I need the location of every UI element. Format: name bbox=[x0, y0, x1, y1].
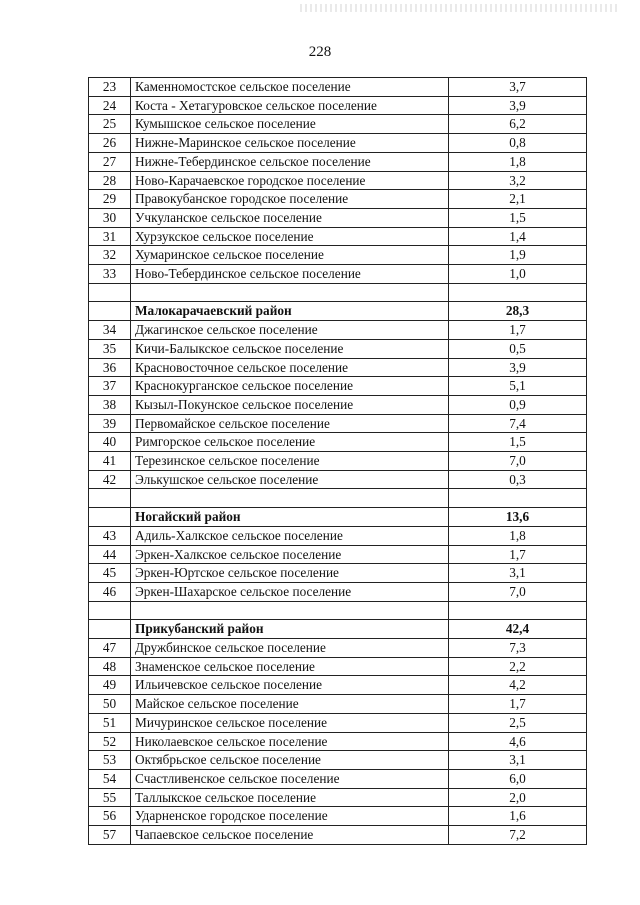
row-value: 7,2 bbox=[449, 826, 587, 845]
table-row bbox=[89, 769, 587, 788]
row-name: Нижне-Тебердинское сельское поселение bbox=[131, 152, 449, 171]
row-value: 0,9 bbox=[449, 395, 587, 414]
row-name: Римгорское сельское поселение bbox=[131, 433, 449, 452]
row-number: 27 bbox=[89, 152, 131, 171]
row-number: 44 bbox=[89, 545, 131, 564]
blank-row bbox=[89, 601, 587, 620]
row-number: 35 bbox=[89, 339, 131, 358]
row-value: 7,4 bbox=[449, 414, 587, 433]
table-row bbox=[89, 433, 587, 452]
blank-row bbox=[89, 283, 587, 302]
row-number: 50 bbox=[89, 695, 131, 714]
row-number: 47 bbox=[89, 639, 131, 658]
row-name: Каменномостское сельское поселение bbox=[131, 78, 449, 97]
page-number: 228 bbox=[308, 44, 332, 60]
settlements-table bbox=[88, 77, 587, 845]
table-row bbox=[89, 265, 587, 284]
table-row bbox=[89, 227, 587, 246]
row-value: 1,7 bbox=[449, 321, 587, 340]
row-value: 0,5 bbox=[449, 339, 587, 358]
row-name: Эркен-Юртское сельское поселение bbox=[131, 564, 449, 583]
table-row bbox=[89, 96, 587, 115]
table-row bbox=[89, 732, 587, 751]
row-number: 41 bbox=[89, 452, 131, 471]
row-value: 4,6 bbox=[449, 732, 587, 751]
table-row bbox=[89, 657, 587, 676]
table-row bbox=[89, 564, 587, 583]
row-value bbox=[449, 283, 587, 302]
scan-artifact bbox=[300, 4, 620, 12]
table-row bbox=[89, 695, 587, 714]
table-row bbox=[89, 582, 587, 601]
row-value: 1,5 bbox=[449, 208, 587, 227]
district-row bbox=[89, 508, 587, 527]
row-number: 52 bbox=[89, 732, 131, 751]
row-name: Хумаринское сельское поселение bbox=[131, 246, 449, 265]
row-name: Краснокурганское сельское поселение bbox=[131, 377, 449, 396]
row-name: Хурзукское сельское поселение bbox=[131, 227, 449, 246]
row-name bbox=[131, 283, 449, 302]
row-number: 51 bbox=[89, 713, 131, 732]
table-row bbox=[89, 208, 587, 227]
row-name: Ново-Карачаевское городское поселение bbox=[131, 171, 449, 190]
row-number bbox=[89, 489, 131, 508]
row-number: 43 bbox=[89, 526, 131, 545]
table-row bbox=[89, 676, 587, 695]
table-row bbox=[89, 751, 587, 770]
table-row bbox=[89, 788, 587, 807]
row-number: 48 bbox=[89, 657, 131, 676]
row-number bbox=[89, 302, 131, 321]
row-value: 42,4 bbox=[449, 620, 587, 639]
row-name: Малокарачаевский район bbox=[131, 302, 449, 321]
row-name: Ударненское городское поселение bbox=[131, 807, 449, 826]
row-number: 25 bbox=[89, 115, 131, 134]
row-value: 3,9 bbox=[449, 96, 587, 115]
row-name: Николаевское сельское поселение bbox=[131, 732, 449, 751]
row-number: 32 bbox=[89, 246, 131, 265]
row-name: Ново-Тебердинское сельское поселение bbox=[131, 265, 449, 284]
row-value: 1,7 bbox=[449, 695, 587, 714]
row-value: 2,0 bbox=[449, 788, 587, 807]
district-row bbox=[89, 620, 587, 639]
row-value: 1,8 bbox=[449, 152, 587, 171]
table-row bbox=[89, 452, 587, 471]
row-value: 3,7 bbox=[449, 78, 587, 97]
row-number: 37 bbox=[89, 377, 131, 396]
row-name: Кызыл-Покунское сельское поселение bbox=[131, 395, 449, 414]
row-number: 30 bbox=[89, 208, 131, 227]
row-number: 40 bbox=[89, 433, 131, 452]
row-number: 38 bbox=[89, 395, 131, 414]
row-value: 1,9 bbox=[449, 246, 587, 265]
blank-row bbox=[89, 489, 587, 508]
row-name: Джагинское сельское поселение bbox=[131, 321, 449, 340]
table-row bbox=[89, 470, 587, 489]
row-value: 13,6 bbox=[449, 508, 587, 527]
row-number: 45 bbox=[89, 564, 131, 583]
row-number: 55 bbox=[89, 788, 131, 807]
table-row bbox=[89, 395, 587, 414]
row-name: Нижне-Маринское сельское поселение bbox=[131, 134, 449, 153]
row-value: 0,3 bbox=[449, 470, 587, 489]
table-row bbox=[89, 246, 587, 265]
row-number: 26 bbox=[89, 134, 131, 153]
row-name: Таллыкское сельское поселение bbox=[131, 788, 449, 807]
table-row bbox=[89, 134, 587, 153]
row-name: Кумышское сельское поселение bbox=[131, 115, 449, 134]
row-name: Коста - Хетагуровское сельское поселение bbox=[131, 96, 449, 115]
row-name: Майское сельское поселение bbox=[131, 695, 449, 714]
row-number: 24 bbox=[89, 96, 131, 115]
row-value: 2,2 bbox=[449, 657, 587, 676]
row-name: Первомайское сельское поселение bbox=[131, 414, 449, 433]
row-number: 56 bbox=[89, 807, 131, 826]
row-value: 1,7 bbox=[449, 545, 587, 564]
table-row bbox=[89, 321, 587, 340]
row-number: 54 bbox=[89, 769, 131, 788]
table-row bbox=[89, 807, 587, 826]
table-row bbox=[89, 639, 587, 658]
row-name: Адиль-Халкское сельское поселение bbox=[131, 526, 449, 545]
row-name bbox=[131, 601, 449, 620]
table-row bbox=[89, 526, 587, 545]
district-row bbox=[89, 302, 587, 321]
table-body bbox=[89, 78, 587, 845]
row-value: 1,0 bbox=[449, 265, 587, 284]
row-number: 57 bbox=[89, 826, 131, 845]
row-value: 7,3 bbox=[449, 639, 587, 658]
row-name bbox=[131, 489, 449, 508]
row-number: 33 bbox=[89, 265, 131, 284]
row-number: 36 bbox=[89, 358, 131, 377]
row-number: 28 bbox=[89, 171, 131, 190]
table-row bbox=[89, 152, 587, 171]
table-row bbox=[89, 115, 587, 134]
row-value: 0,8 bbox=[449, 134, 587, 153]
row-value bbox=[449, 601, 587, 620]
row-value: 28,3 bbox=[449, 302, 587, 321]
row-name: Красновосточное сельское поселение bbox=[131, 358, 449, 377]
row-number: 42 bbox=[89, 470, 131, 489]
row-name: Элькушское сельское поселение bbox=[131, 470, 449, 489]
row-name: Знаменское сельское поселение bbox=[131, 657, 449, 676]
table-row bbox=[89, 826, 587, 845]
row-value: 5,1 bbox=[449, 377, 587, 396]
table-row bbox=[89, 377, 587, 396]
row-name: Терезинское сельское поселение bbox=[131, 452, 449, 471]
row-value: 4,2 bbox=[449, 676, 587, 695]
table-row bbox=[89, 713, 587, 732]
row-number: 23 bbox=[89, 78, 131, 97]
row-value: 3,1 bbox=[449, 751, 587, 770]
row-number: 53 bbox=[89, 751, 131, 770]
row-name: Октябрьское сельское поселение bbox=[131, 751, 449, 770]
table-row bbox=[89, 358, 587, 377]
row-number bbox=[89, 283, 131, 302]
row-number bbox=[89, 601, 131, 620]
row-name: Чапаевское сельское поселение bbox=[131, 826, 449, 845]
row-value: 1,5 bbox=[449, 433, 587, 452]
row-name: Дружбинское сельское поселение bbox=[131, 639, 449, 658]
row-value: 3,1 bbox=[449, 564, 587, 583]
row-value: 1,4 bbox=[449, 227, 587, 246]
row-value: 6,2 bbox=[449, 115, 587, 134]
row-name: Кичи-Балыкское сельское поселение bbox=[131, 339, 449, 358]
row-value: 3,2 bbox=[449, 171, 587, 190]
table-row bbox=[89, 545, 587, 564]
row-number bbox=[89, 620, 131, 639]
row-number: 46 bbox=[89, 582, 131, 601]
row-value: 7,0 bbox=[449, 582, 587, 601]
table-row bbox=[89, 339, 587, 358]
row-name: Мичуринское сельское поселение bbox=[131, 713, 449, 732]
row-name: Учкуланское сельское поселение bbox=[131, 208, 449, 227]
row-number: 34 bbox=[89, 321, 131, 340]
row-value: 6,0 bbox=[449, 769, 587, 788]
table-row bbox=[89, 171, 587, 190]
row-value: 1,8 bbox=[449, 526, 587, 545]
table-row bbox=[89, 78, 587, 97]
table-row bbox=[89, 190, 587, 209]
row-name: Правокубанское городское поселение bbox=[131, 190, 449, 209]
row-value: 3,9 bbox=[449, 358, 587, 377]
table-row bbox=[89, 414, 587, 433]
row-number bbox=[89, 508, 131, 527]
row-value bbox=[449, 489, 587, 508]
row-number: 29 bbox=[89, 190, 131, 209]
row-number: 31 bbox=[89, 227, 131, 246]
row-value: 2,1 bbox=[449, 190, 587, 209]
row-value: 1,6 bbox=[449, 807, 587, 826]
row-name: Прикубанский район bbox=[131, 620, 449, 639]
row-name: Счастливенское сельское поселение bbox=[131, 769, 449, 788]
row-name: Ногайский район bbox=[131, 508, 449, 527]
row-name: Ильичевское сельское поселение bbox=[131, 676, 449, 695]
row-number: 49 bbox=[89, 676, 131, 695]
row-name: Эркен-Халкское сельское поселение bbox=[131, 545, 449, 564]
row-value: 7,0 bbox=[449, 452, 587, 471]
row-number: 39 bbox=[89, 414, 131, 433]
row-name: Эркен-Шахарское сельское поселение bbox=[131, 582, 449, 601]
row-value: 2,5 bbox=[449, 713, 587, 732]
